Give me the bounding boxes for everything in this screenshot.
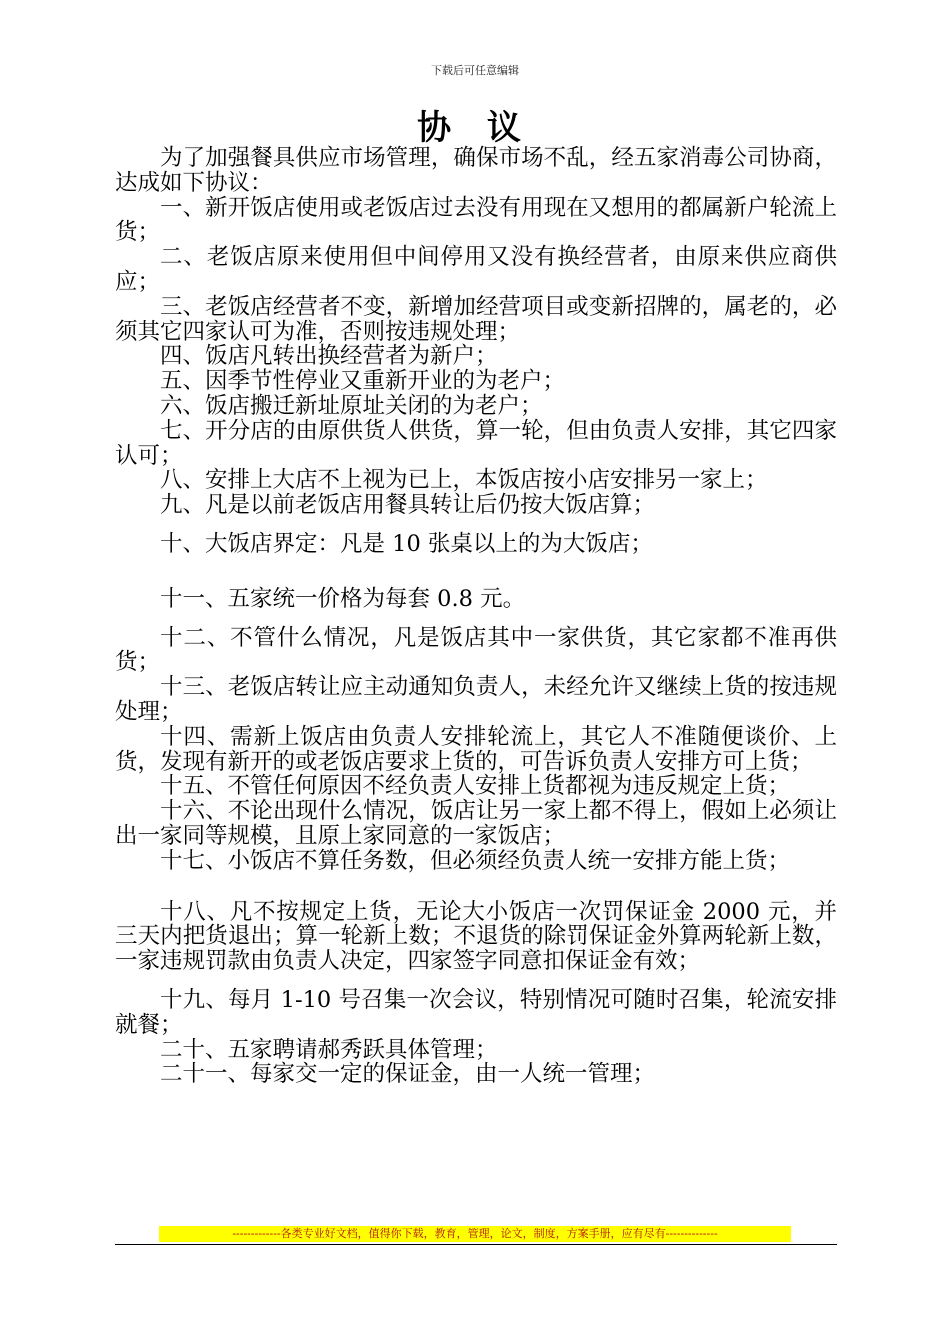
clause-2: 二、老饭店原来使用但中间停用又没有换经营者，由原来供应商供应； bbox=[115, 244, 837, 295]
clause-12: 十二、不管什么情况，凡是饭店其中一家供货，其它家都不准再供货； bbox=[115, 624, 837, 676]
clause-20: 二十、五家聘请郝秀跃具体管理； bbox=[160, 1036, 498, 1063]
clause-3: 三、老饭店经营者不变，新增加经营项目或变新招牌的，属老的，必须其它四家认可为准，否则按违规处理； bbox=[115, 293, 837, 345]
clause-16: 十六、不论出现什么情况，饭店让另一家上都不得上，假如上必须让出一家同等规模，且原上家同意的一家饭店； bbox=[115, 798, 837, 849]
clause-17: 十七、小饭店不算任务数，但必须经负责人统一安排方能上货； bbox=[160, 847, 791, 874]
footer-divider bbox=[115, 1244, 837, 1245]
clause-8: 八、安排上大店不上视为已上，本饭店按小店安排另一家上； bbox=[160, 467, 768, 494]
document-body bbox=[115, 146, 837, 1087]
clause-11: 十一、五家统一价格为每套 0.8 元。 bbox=[160, 585, 526, 612]
clause-5: 五、因季节性停业又重新开业的为老户； bbox=[160, 368, 566, 395]
intro-paragraph: 为了加强餐具供应市场管理，确保市场不乱，经五家消毒公司协商，达成如下协议： bbox=[115, 145, 837, 196]
clause-6: 六、饭店搬迁新址原址关闭的为老户； bbox=[160, 392, 543, 419]
clause-1: 一、新开饭店使用或老饭店过去没有用现在又想用的都属新户轮流上货； bbox=[115, 194, 837, 246]
clause-4: 四、饭店凡转出换经营者为新户； bbox=[160, 343, 498, 370]
clause-15: 十五、不管任何原因不经负责人安排上货都视为违反规定上货； bbox=[160, 773, 791, 800]
clause-9: 九、凡是以前老饭店用餐具转让后仍按大饭店算； bbox=[160, 492, 656, 519]
clause-18: 十八、凡不按规定上货，无论大小饭店一次罚保证金 2000 元，并三天内把货退出；算一轮新上数；不退货的除罚保证金外算两轮新上数，一家违规罚款由负责人决定，四家签字同意扣保证金有效； bbox=[115, 898, 837, 975]
clause-19: 十九、每月 1-10 号召集一次会议，特别情况可随时召集，轮流安排就餐； bbox=[115, 986, 837, 1038]
clause-14: 十四、需新上饭店由负责人安排轮流上，其它人不准随便谈价、上货，发现有新开的或老饭店要求上货的，可告诉负责人安排方可上货； bbox=[115, 723, 837, 775]
document-title: 协 议 bbox=[417, 108, 533, 148]
clause-13: 十三、老饭店转让应主动通知负责人，未经允许又继续上货的按违规处理； bbox=[115, 674, 837, 725]
clause-21: 二十一、每家交一定的保证金，由一人统一管理； bbox=[160, 1061, 656, 1088]
page-header-note: 下载后可任意编辑 bbox=[431, 64, 519, 77]
footer-promo-banner: -------------各类专业好文档，值得你下载，教育，管理，论文，制度，方案手册，应有尽有-------------- bbox=[159, 1226, 791, 1242]
clause-7: 七、开分店的由原供货人供货，算一轮，但由负责人安排，其它四家认可； bbox=[115, 417, 837, 469]
clause-10: 十、大饭店界定：凡是 10 张桌以上的为大饭店； bbox=[160, 530, 653, 557]
